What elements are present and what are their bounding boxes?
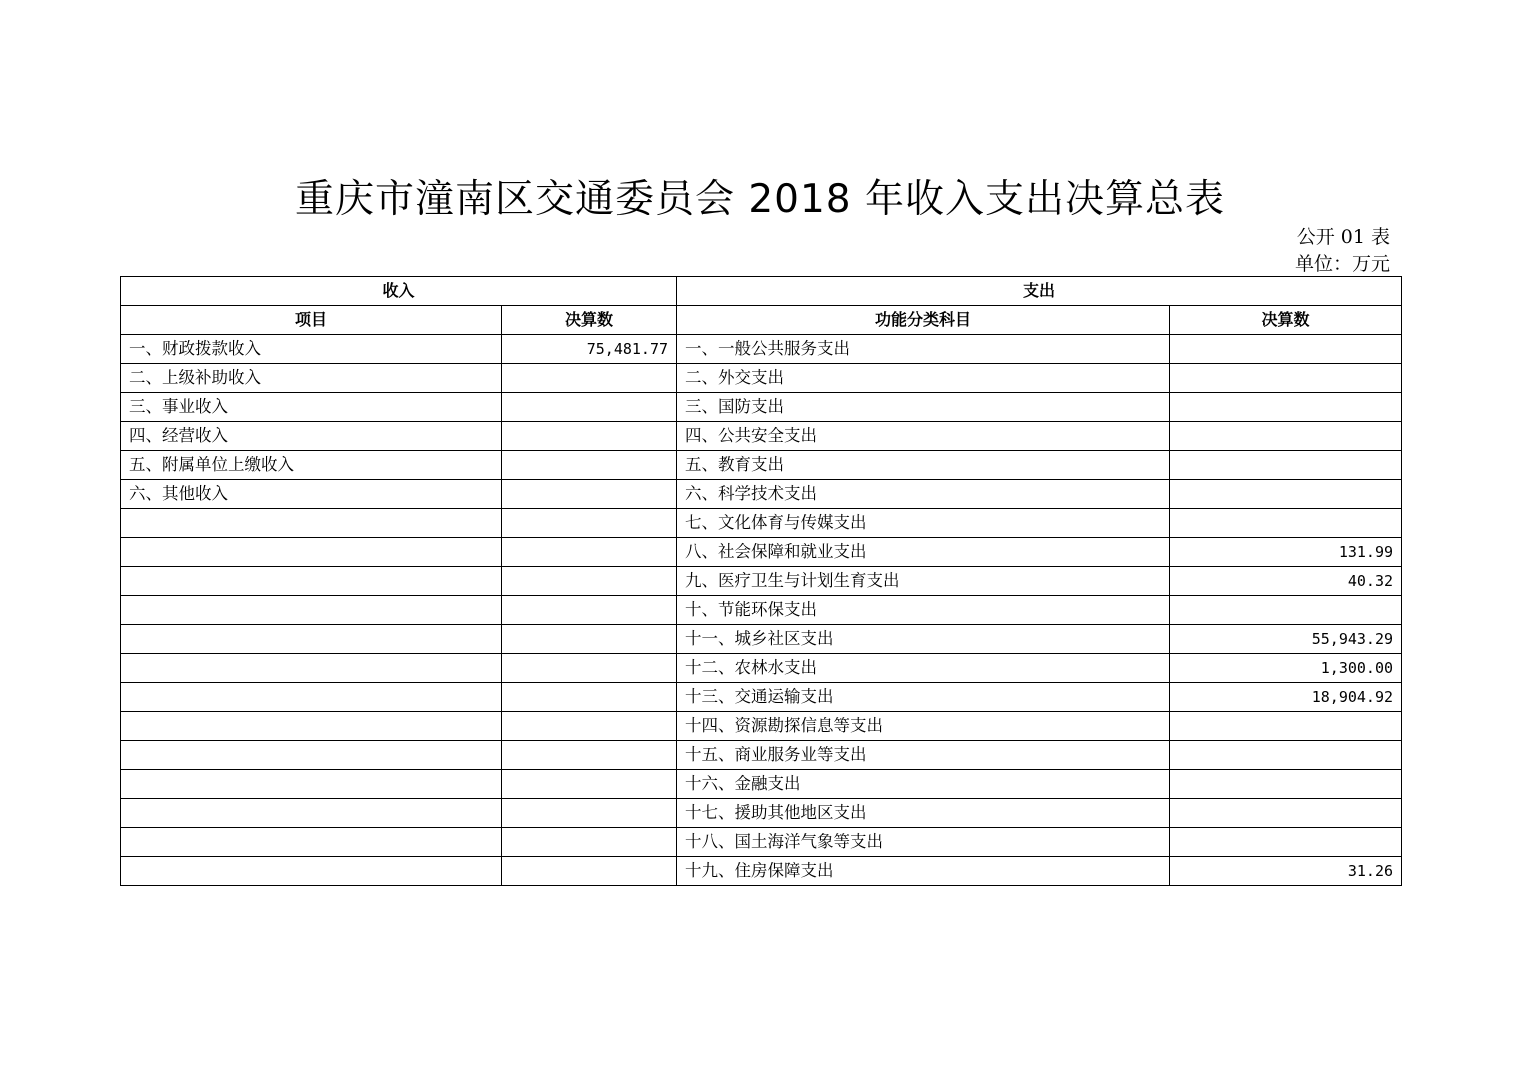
income-item-cell	[121, 596, 502, 625]
budget-table	[120, 276, 1402, 886]
table-row	[121, 799, 1402, 828]
exp-item-cell: 十四、资源勘探信息等支出	[677, 712, 1170, 741]
income-item-cell	[121, 857, 502, 886]
exp-item-cell: 十、节能环保支出	[677, 596, 1170, 625]
exp-item-cell: 十九、住房保障支出	[677, 857, 1170, 886]
income-amount-cell: 75,481.77	[502, 335, 677, 364]
income-amount-cell	[502, 422, 677, 451]
income-item-cell: 三、事业收入	[121, 393, 502, 422]
income-item-cell: 四、经营收入	[121, 422, 502, 451]
exp-amount-cell	[1170, 828, 1402, 857]
income-amount-cell	[502, 625, 677, 654]
table-row	[121, 857, 1402, 886]
exp-amount-cell	[1170, 335, 1402, 364]
income-amount-cell	[502, 393, 677, 422]
income-amount-cell	[502, 364, 677, 393]
table-row	[121, 712, 1402, 741]
income-amount-cell	[502, 451, 677, 480]
income-item-cell	[121, 538, 502, 567]
exp-amount-cell	[1170, 596, 1402, 625]
exp-amount-cell	[1170, 422, 1402, 451]
income-amount-cell	[502, 509, 677, 538]
exp-amount-cell	[1170, 799, 1402, 828]
income-amount-cell	[502, 828, 677, 857]
exp-amount-cell	[1170, 712, 1402, 741]
exp-amount-cell	[1170, 741, 1402, 770]
exp-item-header: 功能分类科目	[677, 306, 1170, 335]
exp-amount-cell	[1170, 364, 1402, 393]
table-row	[121, 741, 1402, 770]
exp-item-cell: 十一、城乡社区支出	[677, 625, 1170, 654]
exp-item-cell: 十八、国土海洋气象等支出	[677, 828, 1170, 857]
table-row	[121, 625, 1402, 654]
exp-amount-cell: 55,943.29	[1170, 625, 1402, 654]
exp-item-cell: 二、外交支出	[677, 364, 1170, 393]
group-header-row	[121, 277, 1402, 306]
income-group-header: 收入	[121, 277, 677, 306]
table-row	[121, 393, 1402, 422]
exp-amount-cell	[1170, 509, 1402, 538]
table-row	[121, 828, 1402, 857]
exp-item-cell: 十六、金融支出	[677, 770, 1170, 799]
table-row	[121, 538, 1402, 567]
exp-item-cell: 八、社会保障和就业支出	[677, 538, 1170, 567]
table-row	[121, 509, 1402, 538]
income-item-cell	[121, 625, 502, 654]
table-row	[121, 683, 1402, 712]
income-item-cell	[121, 654, 502, 683]
table-row	[121, 335, 1402, 364]
table-row	[121, 770, 1402, 799]
income-amount-cell	[502, 857, 677, 886]
exp-amount-cell: 40.32	[1170, 567, 1402, 596]
income-amount-cell	[502, 799, 677, 828]
income-item-cell	[121, 509, 502, 538]
column-header-row	[121, 306, 1402, 335]
exp-amount-cell: 18,904.92	[1170, 683, 1402, 712]
income-item-cell	[121, 799, 502, 828]
income-item-cell	[121, 683, 502, 712]
table-code: 公开 01 表	[1296, 226, 1390, 248]
income-amount-cell	[502, 712, 677, 741]
income-amount-cell	[502, 538, 677, 567]
exp-item-cell: 九、医疗卫生与计划生育支出	[677, 567, 1170, 596]
income-item-cell	[121, 770, 502, 799]
income-amount-cell	[502, 596, 677, 625]
table-row	[121, 364, 1402, 393]
exp-item-cell: 五、教育支出	[677, 451, 1170, 480]
exp-amount-cell: 1,300.00	[1170, 654, 1402, 683]
exp-amount-cell	[1170, 451, 1402, 480]
table-row	[121, 422, 1402, 451]
income-item-header: 项目	[121, 306, 502, 335]
income-amount-cell	[502, 567, 677, 596]
exp-item-cell: 六、科学技术支出	[677, 480, 1170, 509]
exp-amount-cell: 131.99	[1170, 538, 1402, 567]
exp-amount-cell	[1170, 393, 1402, 422]
table-row	[121, 567, 1402, 596]
income-amount-cell	[502, 683, 677, 712]
income-item-cell: 二、上级补助收入	[121, 364, 502, 393]
exp-item-cell: 三、国防支出	[677, 393, 1170, 422]
income-amount-header: 决算数	[502, 306, 677, 335]
exp-item-cell: 四、公共安全支出	[677, 422, 1170, 451]
page-title: 重庆市潼南区交通委员会 2018 年收入支出决算总表	[294, 177, 1226, 222]
exp-amount-cell	[1170, 770, 1402, 799]
table-row	[121, 480, 1402, 509]
income-item-cell: 五、附属单位上缴收入	[121, 451, 502, 480]
income-item-cell: 六、其他收入	[121, 480, 502, 509]
table-row	[121, 654, 1402, 683]
exp-amount-cell: 31.26	[1170, 857, 1402, 886]
table-row	[121, 596, 1402, 625]
exp-item-cell: 七、文化体育与传媒支出	[677, 509, 1170, 538]
income-item-cell	[121, 567, 502, 596]
exp-amount-header: 决算数	[1170, 306, 1402, 335]
unit-label: 单位：万元	[1294, 253, 1390, 275]
exp-item-cell: 十三、交通运输支出	[677, 683, 1170, 712]
income-item-cell	[121, 741, 502, 770]
exp-item-cell: 十七、援助其他地区支出	[677, 799, 1170, 828]
table-body	[121, 335, 1402, 886]
exp-item-cell: 一、一般公共服务支出	[677, 335, 1170, 364]
exp-amount-cell	[1170, 480, 1402, 509]
income-item-cell	[121, 828, 502, 857]
exp-item-cell: 十二、农林水支出	[677, 654, 1170, 683]
income-item-cell	[121, 712, 502, 741]
income-item-cell: 一、财政拨款收入	[121, 335, 502, 364]
income-amount-cell	[502, 770, 677, 799]
income-amount-cell	[502, 654, 677, 683]
expenditure-group-header: 支出	[677, 277, 1402, 306]
income-amount-cell	[502, 741, 677, 770]
income-amount-cell	[502, 480, 677, 509]
exp-item-cell: 十五、商业服务业等支出	[677, 741, 1170, 770]
table-row	[121, 451, 1402, 480]
